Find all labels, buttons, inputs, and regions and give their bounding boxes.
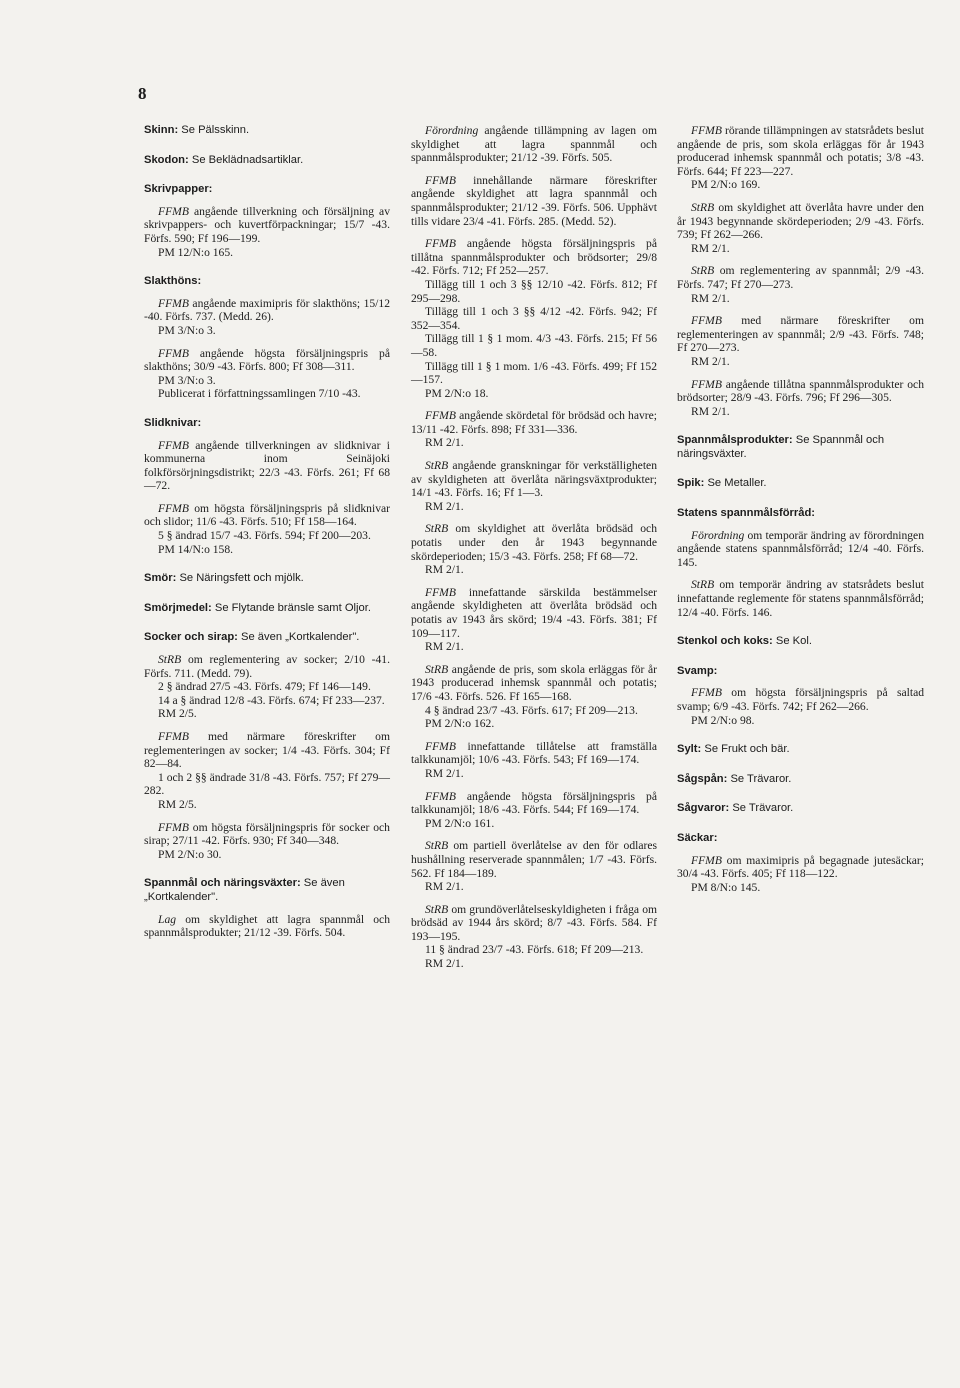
entry-heading — [677, 773, 924, 787]
see-reference: Se Spannmål och näringsväxter. — [677, 434, 885, 460]
amendment-note: PM 12/N:o 165. — [158, 245, 234, 259]
entry-term: Smör: — [144, 572, 177, 585]
amendment-note: Tillägg till 1 och 3 §§ 4/12 -42. Förfs. 942; Ff 352—354. — [411, 305, 657, 332]
entry-term: Statens spannmålsförråd: — [677, 507, 816, 520]
regulation-item — [144, 439, 390, 493]
regulation-item — [144, 347, 390, 401]
regulation-item — [677, 314, 924, 368]
amendment-note: PM 2/N:o 162. — [425, 717, 495, 731]
regulation-text: om skyldighet att överlåta brödsäd och potatis under den år 1943 begynnande skördeperioden; 15/3 -43. Förfs. 258; Ff 68—72. — [411, 522, 657, 563]
amendment-note: 5 § ändrad 15/7 -43. Förfs. 594; Ff 200—203. — [158, 529, 371, 543]
entry-term: Sylt: — [677, 743, 702, 756]
index-entry — [677, 124, 924, 418]
index-entry — [677, 802, 924, 816]
entry-heading — [144, 877, 390, 904]
index-entry — [677, 665, 924, 727]
regulation-type: StRB — [425, 459, 449, 473]
regulation-item — [144, 821, 390, 862]
regulation-item — [677, 201, 924, 255]
regulation-item — [144, 653, 390, 721]
see-reference: Se Frukt och bär. — [704, 743, 790, 756]
regulation-item — [411, 459, 657, 513]
regulation-text: om grundöverlåtelseskyldigheten i fråga om brödsäd av 1944 års skörd; 8/7 -43. Förfs. 584. Ff 193—195. — [411, 902, 658, 943]
regulation-item — [677, 124, 924, 192]
index-entry — [144, 877, 390, 939]
regulation-type: Lag — [158, 912, 177, 926]
regulation-text: om temporär ändring av förordningen angående statens spannmålsförråd; 12/4 -40. Förfs. 145. — [677, 528, 925, 569]
regulation-type: StRB — [691, 264, 715, 278]
index-entry — [411, 124, 657, 971]
regulation-type: FFMB — [691, 686, 722, 700]
index-column-2 — [411, 124, 657, 987]
entry-term: Spannmål och näringsväxter: — [144, 877, 301, 890]
entry-term: Skrivpapper: — [144, 183, 213, 196]
entry-term: Säckar: — [677, 831, 718, 844]
see-reference: Se Metaller. — [707, 477, 767, 490]
entry-term: Smörjmedel: — [144, 601, 212, 614]
regulation-item — [144, 730, 390, 812]
page-number: 8 — [138, 84, 147, 103]
see-reference: Se Näringsfett och mjölk. — [179, 572, 304, 585]
amendment-note: PM 2/N:o 98. — [691, 713, 755, 727]
amendment-note: PM 2/N:o 169. — [691, 178, 761, 192]
amendment-note: RM 2/1. — [425, 957, 464, 971]
regulation-text: innehållande närmare föreskrifter angående skyldighet att lagra spannmål och spannmålsprodukter; 21/12 -39. Förfs. 506. Upphävt tills vidare 23/4 -41. Förfs. 285. (Medd. 52). — [411, 173, 657, 228]
index-entry — [144, 154, 390, 168]
entry-heading — [677, 635, 924, 649]
entry-term: Slidknivar: — [144, 416, 202, 429]
regulation-text: om reglementering av socker; 2/10 -41. Förfs. 711. (Medd. 79). — [144, 653, 390, 680]
entry-heading — [677, 477, 924, 491]
index-entry — [144, 631, 390, 861]
regulation-item — [411, 663, 657, 731]
see-reference: Se Kol. — [775, 635, 812, 648]
regulation-type: Förordning — [691, 528, 745, 542]
regulation-type: FFMB — [158, 820, 189, 834]
regulation-text: angående tillverkningen av slidknivar i kommunerna inom Seinäjoki folkförsörjningsdistrikt; 22/3 -43. Förfs. 261; Ff 68—72. — [144, 438, 391, 493]
entry-heading — [677, 802, 924, 816]
regulation-item — [411, 903, 657, 971]
regulation-item — [144, 205, 390, 259]
regulation-type: StRB — [691, 578, 715, 592]
see-reference: Se Flytande bränsle samt Oljor. — [214, 601, 371, 614]
entry-heading — [677, 832, 924, 846]
regulation-item — [677, 686, 924, 727]
amendment-note: PM 2/N:o 18. — [425, 386, 489, 400]
regulation-item — [411, 124, 657, 165]
amendment-note: RM 2/1. — [691, 354, 730, 368]
entry-heading — [677, 507, 924, 521]
entry-heading — [144, 124, 390, 138]
regulation-text: rörande tillämpningen av statsrådets beslut angående de pris, som skola erläggas för år 1943 producerad inhemsk spannmål och potatis; 3/8 -43. Förfs. 644; Ff 223—227. — [677, 124, 924, 178]
regulation-text: om högsta försäljningspris på saltad svamp; 6/9 -43. Förfs. 742; Ff 262—266. — [677, 686, 925, 713]
regulation-item — [677, 264, 924, 305]
regulation-text: angående maximipris för slakthöns; 15/12 -40. Förfs. 737. (Medd. 26). — [144, 296, 390, 324]
regulation-text: om partiell överlåtelse av den för odlares hushållning reserverade spannmålen; 1/7 -43. Förfs. 562. Ff 184—189. — [411, 839, 657, 880]
regulation-type: FFMB — [158, 501, 189, 515]
amendment-note: RM 2/1. — [691, 241, 730, 255]
regulation-type: FFMB — [158, 346, 189, 360]
amendment-note: RM 2/5. — [158, 707, 197, 721]
regulation-type: FFMB — [425, 409, 456, 423]
regulation-text: om temporär ändring av statsrådets beslut innefattande reglemente för statens spannmålsförråd; 12/4 -40. Förfs. 146. — [677, 578, 924, 619]
amendment-note: 11 § ändrad 23/7 -43. Förfs. 618; Ff 209—213. — [425, 943, 644, 957]
amendment-note: RM 2/5. — [158, 797, 197, 811]
amendment-note: RM 2/1. — [425, 563, 464, 577]
regulation-text: innefattande särskilda bestämmelser angående skyldigheten att överlåta brödsäd och potatis av 1943 års skörd; 19/4 -43. Förfs. 381; Ff 109—117. — [411, 585, 657, 640]
index-column-3 — [677, 124, 924, 910]
index-entry — [144, 275, 390, 401]
amendment-note: PM 14/N:o 158. — [158, 542, 234, 556]
regulation-type: StRB — [425, 839, 449, 853]
amendment-note: RM 2/1. — [425, 640, 464, 654]
index-entry — [677, 832, 924, 894]
regulation-type: FFMB — [691, 853, 722, 867]
entry-term: Socker och sirap: — [144, 631, 238, 644]
regulation-item — [411, 237, 657, 400]
regulation-item — [411, 839, 657, 893]
index-column-1 — [144, 124, 390, 956]
entry-heading — [144, 631, 390, 645]
regulation-item — [144, 502, 390, 556]
amendment-note: RM 2/1. — [425, 766, 464, 780]
regulation-type: StRB — [425, 662, 449, 676]
regulation-item — [411, 522, 657, 576]
amendment-note: Tillägg till 1 § 1 mom. 4/3 -43. Förfs. 215; Ff 56—58. — [411, 332, 657, 359]
entry-heading — [677, 434, 924, 461]
regulation-type: FFMB — [425, 739, 456, 753]
regulation-type: FFMB — [691, 124, 722, 137]
regulation-item — [411, 409, 657, 450]
regulation-text: angående tillämpning av lagen om skyldighet att lagra spannmål och spannmålsprodukter; 21/12 -39. Förfs. 505. — [411, 124, 658, 165]
regulation-text: angående högsta försäljningspris på tillåtna spannmålsprodukter och brödsorter; 29/8 -42. Förfs. 712; Ff 252—257. — [411, 237, 657, 278]
regulation-item — [144, 913, 390, 940]
entry-heading — [144, 275, 390, 289]
index-entry — [144, 124, 390, 138]
amendment-note: PM 2/N:o 30. — [158, 847, 222, 861]
entry-heading — [677, 665, 924, 679]
regulation-text: om maximipris på begagnade jutesäckar; 30/4 -43. Förfs. 405; Ff 118—122. — [677, 853, 924, 881]
regulation-text: angående tillverkning och försäljning av skrivpappers- och kuvertförpackningar; 15/7 -43. Förfs. 590; Ff 196—199. — [144, 204, 390, 245]
amendment-note: PM 2/N:o 161. — [425, 816, 495, 830]
amendment-note: 1 och 2 §§ ändrade 31/8 -43. Förfs. 757; Ff 279—282. — [144, 770, 390, 798]
amendment-note: RM 2/1. — [425, 436, 464, 450]
index-entry — [677, 773, 924, 787]
regulation-item — [411, 740, 657, 781]
regulation-type: StRB — [691, 200, 715, 214]
entry-term: Sågspån: — [677, 772, 728, 785]
regulation-item — [677, 578, 924, 619]
amendment-note: PM 8/N:o 145. — [691, 880, 761, 894]
regulation-type: FFMB — [425, 173, 456, 187]
regulation-text: om skyldighet att lagra spannmål och spannmålsprodukter; 21/12 -39. Förfs. 504. — [144, 912, 390, 940]
see-reference: Se även „Kortkalender". — [144, 877, 345, 903]
regulation-text: med närmare föreskrifter om reglementeringen av socker; 1/4 -43. Förfs. 304; Ff 82—84. — [144, 730, 390, 771]
regulation-type: StRB — [158, 653, 182, 667]
entry-term: Stenkol och koks: — [677, 635, 773, 648]
regulation-text: angående skördetal för brödsäd och havre; 13/11 -42. Förfs. 898; Ff 331—336. — [411, 409, 657, 436]
regulation-text: angående granskningar för verkställigheten av skyldigheten att överlåta näringsväxtprodukter; 14/1 -43. Förfs. 16; Ff 1—3. — [411, 459, 657, 500]
see-reference: Se Trävaror. — [732, 802, 794, 815]
entry-term: Sågvaror: — [677, 802, 730, 815]
entry-heading — [144, 572, 390, 586]
amendment-note: RM 2/1. — [425, 880, 464, 894]
regulation-type: FFMB — [425, 789, 456, 803]
entry-term: Svamp: — [677, 664, 718, 677]
entry-term: Slakthöns: — [144, 275, 202, 288]
regulation-type: FFMB — [425, 237, 456, 251]
index-entry — [677, 743, 924, 757]
entry-heading — [144, 417, 390, 431]
index-entry — [144, 183, 390, 259]
entry-term: Spik: — [677, 477, 705, 490]
regulation-item — [677, 529, 924, 570]
amendment-note: RM 2/1. — [691, 291, 730, 305]
index-entry — [677, 635, 924, 649]
index-entry — [144, 572, 390, 586]
regulation-text: angående högsta försäljningspris på talkkunamjöl; 18/6 -43. Förfs. 544; Ff 169—174. — [411, 789, 657, 817]
regulation-item — [411, 174, 657, 228]
amendment-note: Tillägg till 1 § 1 mom. 1/6 -43. Förfs. 499; Ff 152—157. — [411, 359, 657, 387]
regulation-text: om högsta försäljningspris för socker och sirap; 27/11 -42. Förfs. 930; Ff 340—348. — [144, 820, 390, 848]
amendment-note: PM 3/N:o 3. — [158, 373, 216, 387]
index-entry — [144, 417, 390, 556]
index-entry — [677, 434, 924, 461]
entry-heading — [144, 602, 390, 616]
amendment-note: RM 2/1. — [691, 404, 730, 418]
regulation-text: angående de pris, som skola erläggas för år 1943 producerad inhemsk spannmål och potatis; 17/6 -43. Förfs. 526. Ff 165—168. — [411, 662, 657, 703]
regulation-type: FFMB — [425, 585, 456, 599]
entry-heading — [144, 154, 390, 168]
regulation-text: angående högsta försäljningspris på slakthöns; 30/9 -43. Förfs. 800; Ff 308—311. — [144, 346, 390, 374]
regulation-type: StRB — [425, 522, 449, 536]
amendment-note: PM 3/N:o 3. — [158, 323, 216, 337]
regulation-text: om reglementering av spannmål; 2/9 -43. Förfs. 747; Ff 270—273. — [677, 264, 924, 291]
index-entry — [677, 507, 924, 619]
regulation-item — [411, 790, 657, 831]
regulation-item — [677, 854, 924, 895]
regulation-type: FFMB — [691, 314, 722, 328]
amendment-note: Tillägg till 1 och 3 §§ 12/10 -42. Förfs. 812; Ff 295—298. — [411, 277, 657, 305]
see-reference: Se Beklädnadsartiklar. — [191, 153, 304, 166]
regulation-type: FFMB — [158, 296, 189, 310]
entry-term: Skodon: — [144, 153, 189, 166]
regulation-item — [411, 586, 657, 654]
amendment-note: 2 § ändrad 27/5 -43. Förfs. 479; Ff 146—149. — [158, 680, 371, 694]
regulation-type: StRB — [425, 902, 449, 916]
see-reference: Se Trävaror. — [730, 772, 792, 785]
entry-term: Skinn: — [144, 124, 179, 136]
regulation-type: Förordning — [425, 124, 479, 137]
regulation-item — [144, 297, 390, 338]
regulation-item — [677, 378, 924, 419]
see-reference: Se även „Kortkalender". — [241, 631, 360, 644]
regulation-text: om skyldighet att överlåta havre under den år 1943 begynnande skördeperioden; 2/9 -43. Förfs. 739; Ff 262—266. — [677, 200, 924, 242]
regulation-type: FFMB — [691, 377, 722, 391]
see-reference: Se Pälsskinn. — [181, 124, 250, 136]
amendment-note: Publicerat i författningssamlingen 7/10 -43. — [158, 387, 361, 401]
index-entry — [677, 477, 924, 491]
regulation-text: om högsta försäljningspris på slidknivar och slidor; 11/6 -43. Förfs. 510; Ff 158—164. — [144, 501, 390, 529]
regulation-type: FFMB — [158, 438, 189, 452]
entry-heading — [677, 743, 924, 757]
amendment-note: 4 § ändrad 23/7 -43. Förfs. 617; Ff 209—213. — [425, 703, 638, 717]
regulation-text: angående tillåtna spannmålsprodukter och brödsorter; 28/9 -43. Förfs. 796; Ff 296—305. — [677, 377, 924, 405]
amendment-note: 14 a § ändrad 12/8 -43. Förfs. 674; Ff 233—237. — [158, 693, 385, 707]
regulation-text: innefattande tillåtelse att framställa talkkunamjöl; 10/6 -43. Förfs. 543; Ff 169—174. — [411, 739, 657, 767]
entry-term: Spannmålsprodukter: — [677, 434, 793, 447]
regulation-type: FFMB — [158, 730, 189, 743]
regulation-text: med närmare föreskrifter om reglementeringen av spannmål; 2/9 -43. Förfs. 748; Ff 270—273. — [677, 314, 924, 355]
amendment-note: RM 2/1. — [425, 499, 464, 513]
index-entry — [144, 602, 390, 616]
entry-heading — [144, 183, 390, 197]
regulation-type: FFMB — [158, 204, 189, 218]
